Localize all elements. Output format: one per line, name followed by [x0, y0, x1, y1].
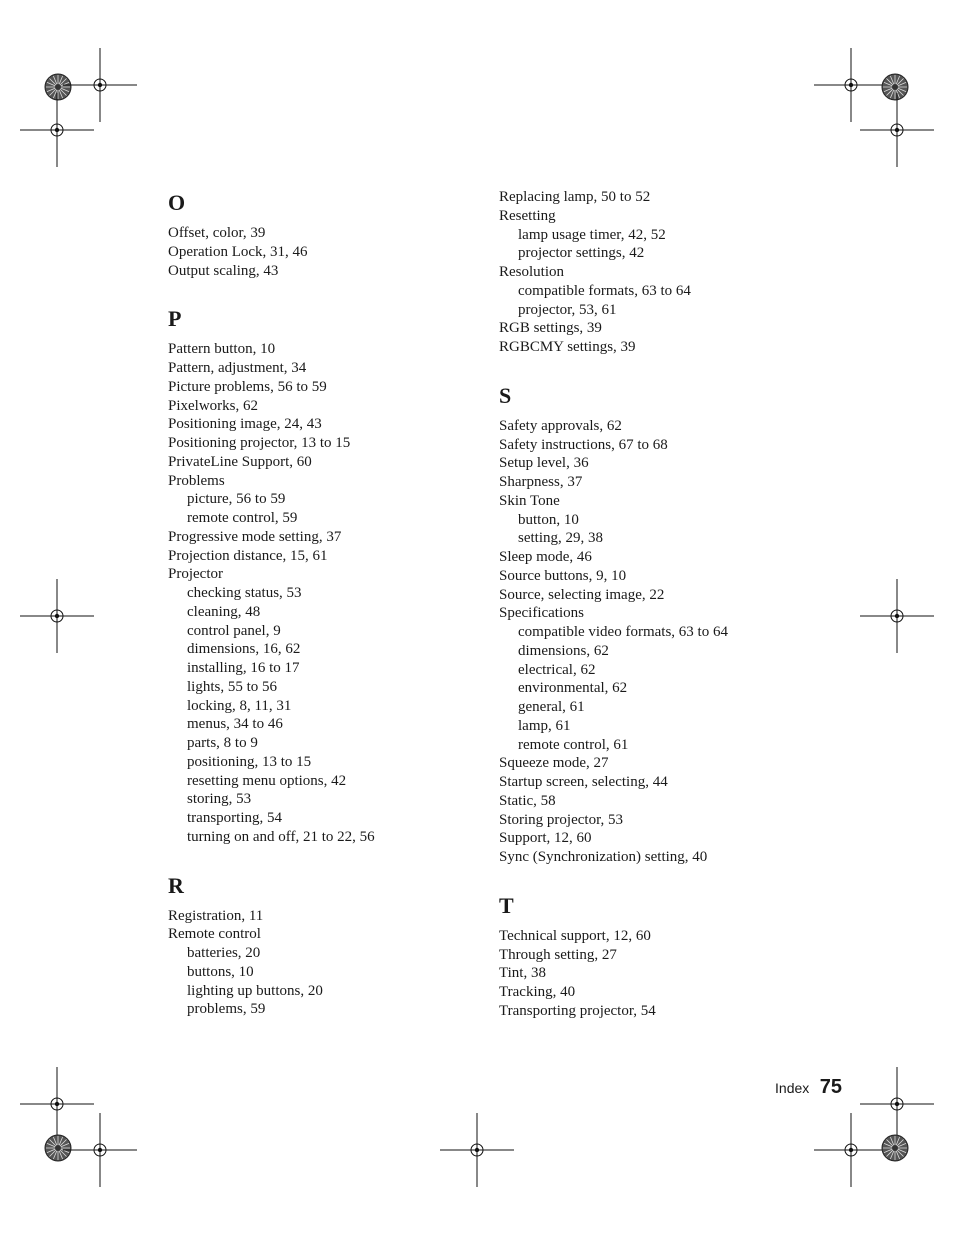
section-letter: O: [168, 190, 186, 215]
index-entry: Transporting projector, 54: [499, 1002, 656, 1019]
footer-label: Index: [775, 1080, 810, 1096]
index-left-column: [168, 188, 468, 1019]
index-entry: Problems: [168, 472, 225, 489]
index-subentry: setting, 29, 38: [518, 530, 603, 547]
index-section: [499, 891, 829, 1021]
index-section: [168, 871, 468, 1020]
index-section: [499, 381, 829, 867]
index-entry: Remote control: [168, 926, 261, 943]
index-subentry: checking status, 53: [187, 585, 302, 601]
section-letter: T: [499, 892, 514, 918]
registration-mark-icon: [63, 1113, 137, 1187]
registration-mark-icon: [860, 1067, 934, 1141]
index-subentry: storing, 53: [187, 791, 252, 808]
index-subentry: batteries, 20: [187, 945, 261, 961]
registration-mark-icon: [20, 579, 94, 653]
index-entry: Resetting: [499, 207, 556, 224]
index-entry: RGB settings, 39: [499, 320, 602, 337]
index-subentry: remote control, 61: [518, 736, 629, 753]
index-subentry: parts, 8 to 9: [187, 735, 258, 751]
index-entry: Support, 12, 60: [499, 830, 592, 847]
index-subentry: control panel, 9: [187, 622, 281, 639]
page-footer: [775, 1076, 842, 1099]
index-entry: Tint, 38: [499, 965, 546, 982]
index-subentry: projector settings, 42: [518, 245, 645, 262]
section-letter: R: [168, 872, 184, 898]
index-entry: Sync (Synchronization) setting, 40: [499, 849, 708, 865]
index-entry: Source buttons, 9, 10: [499, 567, 627, 584]
index-subentry: compatible video formats, 63 to 64: [518, 624, 728, 640]
index-entry: Source, selecting image, 22: [499, 586, 665, 603]
index-entry: Replacing lamp, 50 to 52: [499, 189, 651, 205]
index-entry: Setup level, 36: [499, 455, 589, 472]
index-subentry: projector, 53, 61: [518, 301, 617, 318]
index-entry: Skin Tone: [499, 492, 560, 509]
index-entry: Static, 58: [499, 792, 556, 809]
index-subentry: compatible formats, 63 to 64: [518, 282, 691, 299]
index-subentry: environmental, 62: [518, 680, 628, 697]
index-entry: Sleep mode, 46: [499, 549, 592, 565]
index-entry: Picture problems, 56 to 59: [168, 378, 327, 395]
index-entry: Startup screen, selecting, 44: [499, 774, 668, 790]
index-entry: Output scaling, 43: [168, 262, 279, 279]
index-subentry: installing, 16 to 17: [187, 660, 300, 676]
index-right-column: [499, 188, 829, 1021]
index-subentry: buttons, 10: [187, 963, 254, 980]
index-subentry: turning on and off, 21 to 22, 56: [187, 828, 375, 845]
color-registration-target-icon: [882, 1135, 908, 1161]
index-subentry: cleaning, 48: [187, 603, 261, 620]
index-entry: Positioning image, 24, 43: [168, 416, 322, 433]
index-subentry: remote control, 59: [187, 510, 298, 526]
registration-mark-icon: [20, 93, 94, 167]
index-subentry: resetting menu options, 42: [187, 772, 347, 789]
index-subentry: dimensions, 16, 62: [187, 641, 301, 658]
index-entry: Positioning projector, 13 to 15: [168, 435, 351, 451]
index-entry: Projection distance, 15, 61: [168, 547, 328, 564]
index-entry: Pixelworks, 62: [168, 397, 258, 414]
index-entry: Pattern, adjustment, 34: [168, 360, 307, 376]
registration-mark-icon: [440, 1113, 514, 1187]
index-entry: Tracking, 40: [499, 984, 576, 1000]
index-subentry: locking, 8, 11, 31: [187, 697, 292, 714]
index-entry: Pattern button, 10: [168, 341, 276, 358]
index-section: [499, 188, 829, 357]
color-registration-target-icon: [45, 74, 71, 100]
index-section: [168, 304, 468, 846]
index-entry: Technical support, 12, 60: [499, 927, 651, 944]
index-subentry: problems, 59: [187, 1001, 266, 1018]
index-entry: Projector: [168, 566, 223, 583]
index-entry: Resolution: [499, 264, 565, 280]
index-entry: RGBCMY settings, 39: [499, 339, 636, 355]
registration-mark-icon: [860, 579, 934, 653]
index-subentry: general, 61: [518, 699, 585, 715]
index-entry: Progressive mode setting, 37: [168, 528, 342, 545]
index-section: [168, 188, 468, 280]
registration-mark-icon: [20, 1067, 94, 1141]
index-subentry: lights, 55 to 56: [187, 678, 278, 695]
index-subentry: lamp, 61: [518, 717, 571, 734]
index-subentry: menus, 34 to 46: [187, 716, 283, 733]
index-entry: PrivateLine Support, 60: [168, 453, 312, 470]
registration-mark-icon: [63, 48, 137, 122]
index-entry: Sharpness, 37: [499, 474, 583, 490]
color-registration-target-icon: [882, 74, 908, 100]
index-subentry: picture, 56 to 59: [187, 491, 286, 508]
index-entry: Safety approvals, 62: [499, 417, 622, 434]
index-subentry: button, 10: [518, 511, 579, 528]
index-subentry: electrical, 62: [518, 661, 596, 678]
index-entry: Specifications: [499, 605, 584, 622]
section-letter: P: [168, 306, 182, 332]
index-entry: Safety instructions, 67 to 68: [499, 436, 668, 453]
index-subentry: dimensions, 62: [518, 642, 609, 659]
index-entry: Offset, color, 39: [168, 225, 266, 241]
index-entry: Through setting, 27: [499, 946, 617, 963]
registration-mark-icon: [860, 93, 934, 167]
index-entry: Operation Lock, 31, 46: [168, 243, 308, 260]
section-letter: S: [499, 382, 512, 408]
page-number: 75: [819, 1076, 842, 1098]
registration-mark-icon: [814, 1113, 888, 1187]
index-subentry: lighting up buttons, 20: [187, 982, 323, 999]
registration-mark-icon: [814, 48, 888, 122]
index-subentry: transporting, 54: [187, 810, 282, 826]
color-registration-target-icon: [45, 1135, 71, 1161]
index-entry: Storing projector, 53: [499, 811, 623, 828]
index-entry: Squeeze mode, 27: [499, 755, 609, 772]
index-entry: Registration, 11: [168, 907, 264, 924]
index-subentry: lamp usage timer, 42, 52: [518, 226, 666, 243]
index-subentry: positioning, 13 to 15: [187, 753, 312, 770]
